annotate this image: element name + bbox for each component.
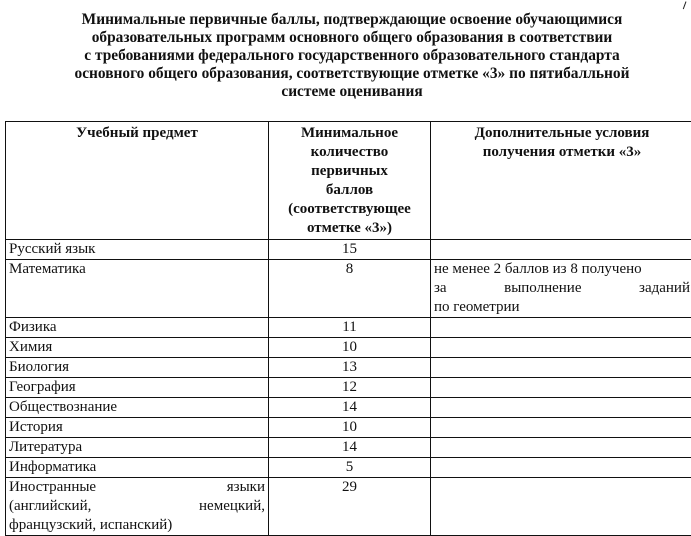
condition-cell: [431, 378, 691, 398]
condition-cell: [431, 458, 691, 478]
condition-cell: [431, 240, 691, 260]
score-cell: 8: [269, 260, 431, 318]
subject-cell: Биология: [6, 358, 269, 378]
title-line: Минимальные первичные баллы, подтверждающие освоение обучающимися: [14, 11, 690, 29]
table-row: [6, 338, 691, 358]
condition-cell: [431, 260, 691, 318]
header-line: отметке «3»): [272, 219, 427, 238]
subject-cell: Литература: [6, 438, 269, 458]
condition-cell: [431, 338, 691, 358]
subject-cell: [6, 478, 269, 536]
subject-cell: Химия: [6, 338, 269, 358]
score-cell: 15: [269, 240, 431, 260]
header-line: (соответствующее: [272, 200, 427, 219]
condition-line: за выполнение заданий: [434, 279, 690, 298]
condition-cell: [431, 318, 691, 338]
score-cell: 5: [269, 458, 431, 478]
title-line: основного общего образования, соответствующие отметке «3» по пятибалльной: [14, 65, 690, 83]
subject-cell: Физика: [6, 318, 269, 338]
table-header-row: [6, 122, 691, 240]
document-title: [14, 11, 690, 101]
subject-cell: История: [6, 418, 269, 438]
score-cell: 10: [269, 338, 431, 358]
score-cell: 14: [269, 438, 431, 458]
subject-cell: Математика: [6, 260, 269, 318]
condition-cell: [431, 398, 691, 418]
header-line: Минимальное: [272, 124, 427, 143]
condition-cell: [431, 418, 691, 438]
title-line: образовательных программ основного общего образования в соответствии: [14, 29, 690, 47]
condition-line: по геометрии: [434, 298, 690, 317]
condition-line: не менее 2 баллов из 8 получено: [434, 260, 690, 279]
scan-artifact: [683, 1, 690, 10]
score-cell: 11: [269, 318, 431, 338]
condition-cell: [431, 358, 691, 378]
table-row: [6, 398, 691, 418]
table-row: [6, 378, 691, 398]
table-row: [6, 458, 691, 478]
table-row: [6, 478, 691, 536]
header-min-score: [269, 122, 431, 240]
subject-line: французский, испанский): [9, 516, 265, 535]
header-line: получения отметки «3»: [434, 143, 690, 162]
scores-table: [5, 121, 691, 536]
score-cell: 13: [269, 358, 431, 378]
header-line: Дополнительные условия: [434, 124, 690, 143]
subject-cell: Информатика: [6, 458, 269, 478]
subject-cell: Русский язык: [6, 240, 269, 260]
score-cell: 10: [269, 418, 431, 438]
condition-cell: [431, 438, 691, 458]
table-row: [6, 260, 691, 318]
header-subject: Учебный предмет: [6, 122, 269, 240]
table-row: [6, 418, 691, 438]
header-line: количество: [272, 143, 427, 162]
score-cell: 12: [269, 378, 431, 398]
table-row: [6, 318, 691, 338]
score-cell: 29: [269, 478, 431, 536]
condition-cell: [431, 478, 691, 536]
table-row: [6, 438, 691, 458]
title-line: системе оценивания: [14, 83, 690, 101]
table-row: [6, 358, 691, 378]
subject-cell: Обществознание: [6, 398, 269, 418]
subject-line: (английский, немецкий,: [9, 497, 265, 516]
header-line: баллов: [272, 181, 427, 200]
header-conditions: [431, 122, 691, 240]
title-line: с требованиями федерального государственного образовательного стандарта: [14, 47, 690, 65]
subject-cell: География: [6, 378, 269, 398]
score-cell: 14: [269, 398, 431, 418]
table-row: [6, 240, 691, 260]
header-line: первичных: [272, 162, 427, 181]
subject-line: Иностранные языки: [9, 478, 265, 497]
